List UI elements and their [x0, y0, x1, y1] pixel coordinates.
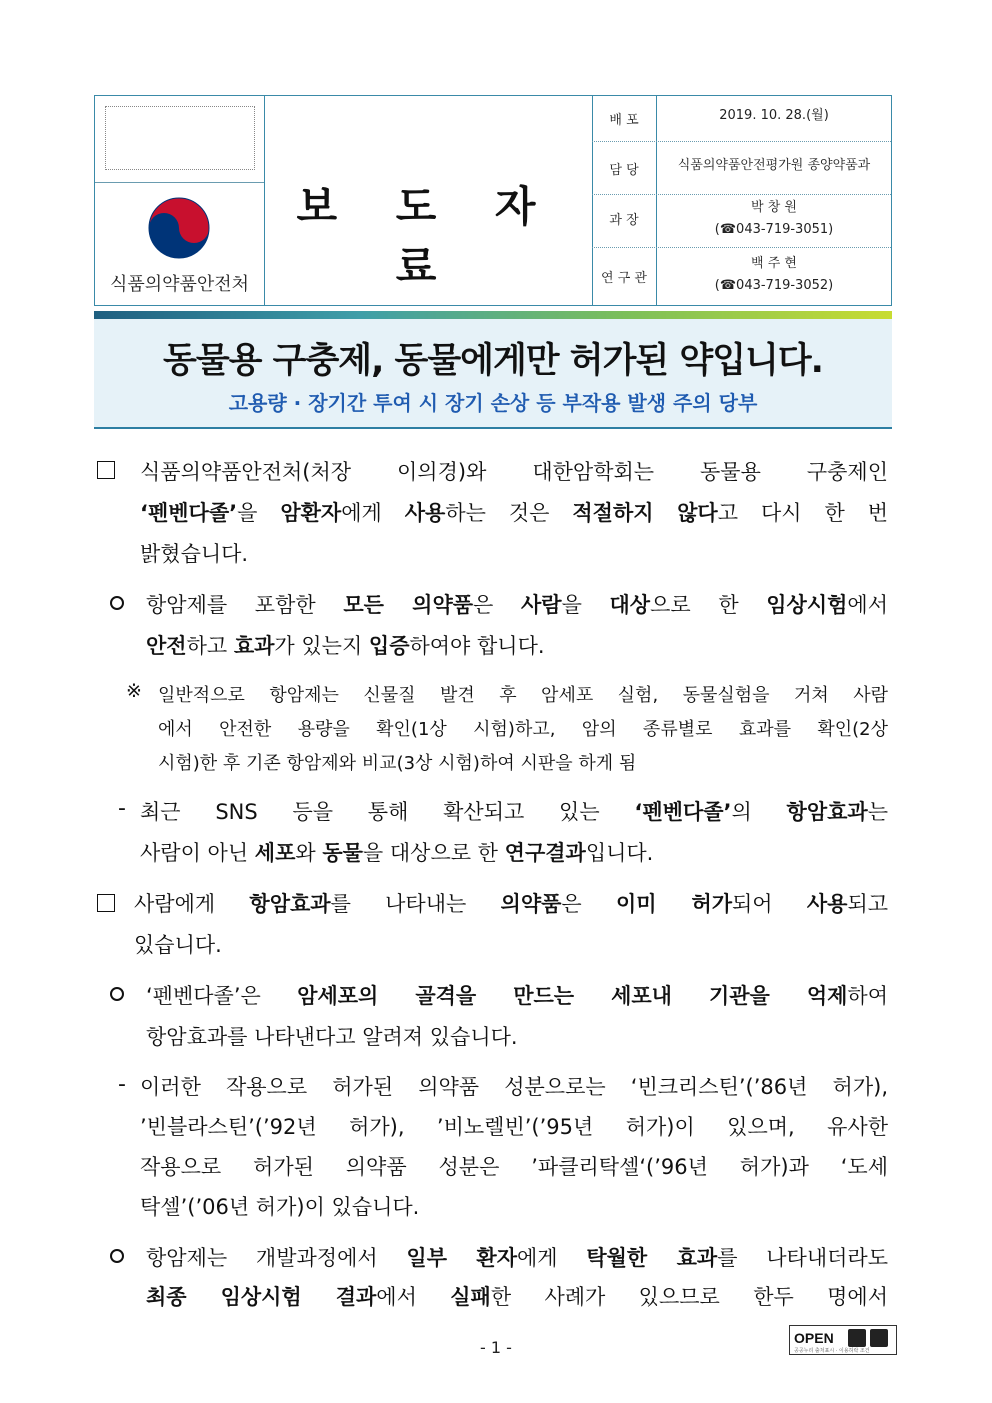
- license-condition-icon: [870, 1329, 888, 1347]
- open-label: OPEN: [794, 1330, 834, 1346]
- paragraph-line: 항암제를 포함한 모든 의약품은 사람을 대상으로 한 임상시험에서: [146, 593, 888, 617]
- note-line: 시험)한 후 기존 항암제와 비교(3상 시험)하여 시판을 하게 됨: [158, 753, 637, 774]
- paragraph-line: 최근 SNS 등을 통해 확산되고 있는 ‘펜벤다졸’의 항암효과는: [140, 800, 888, 824]
- paragraph-line: 사람이 아닌 세포와 동물을 대상으로 한 연구결과입니다.: [140, 841, 654, 865]
- open-caption: 공공누리 출처표시 · 이용허락 조건: [794, 1348, 870, 1354]
- agency-name: 식품의약품안전처: [109, 274, 250, 295]
- placeholder-box: [105, 106, 255, 170]
- paragraph-line: 이러한 작용으로 허가된 의약품 성분으로는 ‘빈크리스틴’(’86년 허가),: [140, 1075, 888, 1099]
- government-emblem-icon: [147, 196, 211, 260]
- reference-mark-icon: ※: [126, 680, 142, 702]
- dash-bullet: -: [118, 796, 126, 821]
- dash-bullet: -: [118, 1072, 126, 1097]
- director-name: 박 창 원: [751, 200, 797, 215]
- page-number: - 1 -: [480, 1338, 512, 1357]
- gradient-divider: [94, 311, 892, 319]
- director-label: 과 장: [609, 213, 639, 228]
- press-release-title: 보 도 자 료: [296, 182, 558, 291]
- paragraph-line: 밝혔습니다.: [140, 542, 249, 566]
- researcher-phone: (☎043-719-3052): [714, 278, 834, 293]
- paragraph-line: 사람에게 항암효과를 나타내는 의약품은 이미 허가되어 사용되고: [134, 892, 889, 916]
- director-phone: (☎043-719-3051): [714, 222, 834, 237]
- square-bullet-icon: [97, 461, 115, 479]
- paragraph-line: 항암효과를 나타낸다고 알려져 있습니다.: [146, 1025, 518, 1049]
- department-label: 담 당: [609, 163, 639, 178]
- circle-bullet-icon: [110, 1249, 124, 1263]
- paragraph-line: 있습니다.: [134, 933, 222, 957]
- paragraph-line: 탁셀’(’06년 허가)이 있습니다.: [140, 1195, 420, 1219]
- paragraph-line: 항암제는 개발과정에서 일부 환자에게 탁월한 효과를 나타내더라도: [146, 1246, 888, 1270]
- headline: 동물용 구충제, 동물에게만 허가된 약입니다.: [163, 341, 823, 381]
- square-bullet-icon: [97, 894, 115, 912]
- paragraph-line: 식품의약품안전처(처장 이의경)와 대한암학회는 동물용 구충제인: [140, 460, 888, 484]
- paragraph-line: 작용으로 허가된 의약품 성분은 ’파클리탁셀‘(’96년 허가)과 ‘도세: [140, 1155, 888, 1179]
- department-value: 식품의약품안전평가원 종양약품과: [677, 158, 871, 173]
- distribution-label: 배 포: [609, 113, 639, 128]
- paragraph-line: ‘펜벤다졸’을 암환자에게 사용하는 것은 적절하지 않다고 다시 한 번: [140, 501, 888, 525]
- press-release-header: [94, 95, 892, 306]
- paragraph-line: 최종 임상시험 결과에서 실패한 사례가 있으므로 한두 명에서: [146, 1285, 888, 1309]
- headline-banner: [94, 319, 892, 429]
- circle-bullet-icon: [110, 596, 124, 610]
- attribution-icon: [848, 1329, 866, 1347]
- paragraph-line: ’빈블라스틴’(’92년 허가), ’비노렐빈’(’95년 허가)이 있으며, 유사한: [140, 1115, 888, 1139]
- circle-bullet-icon: [110, 987, 124, 1001]
- note-line: 에서 안전한 용량을 확인(1상 시험)하고, 암의 종류별로 효과를 확인(2상: [158, 719, 888, 740]
- paragraph-line: ‘펜벤다졸’은 암세포의 골격을 만드는 세포내 기관을 억제하여: [146, 984, 888, 1008]
- subheadline: 고용량 · 장기간 투여 시 장기 손상 등 부작용 발생 주의 당부: [228, 391, 758, 415]
- researcher-name: 백 주 현: [751, 256, 797, 271]
- paragraph-line: 안전하고 효과가 있는지 입증하여야 합니다.: [146, 634, 545, 658]
- researcher-label: 연 구 관: [601, 271, 647, 286]
- distribution-date: 2019. 10. 28.(월): [719, 108, 829, 123]
- kogl-open-badge: [789, 1325, 897, 1355]
- note-line: 일반적으로 항암제는 신물질 발견 후 암세포 실험, 동물실험을 거쳐 사람: [158, 685, 888, 706]
